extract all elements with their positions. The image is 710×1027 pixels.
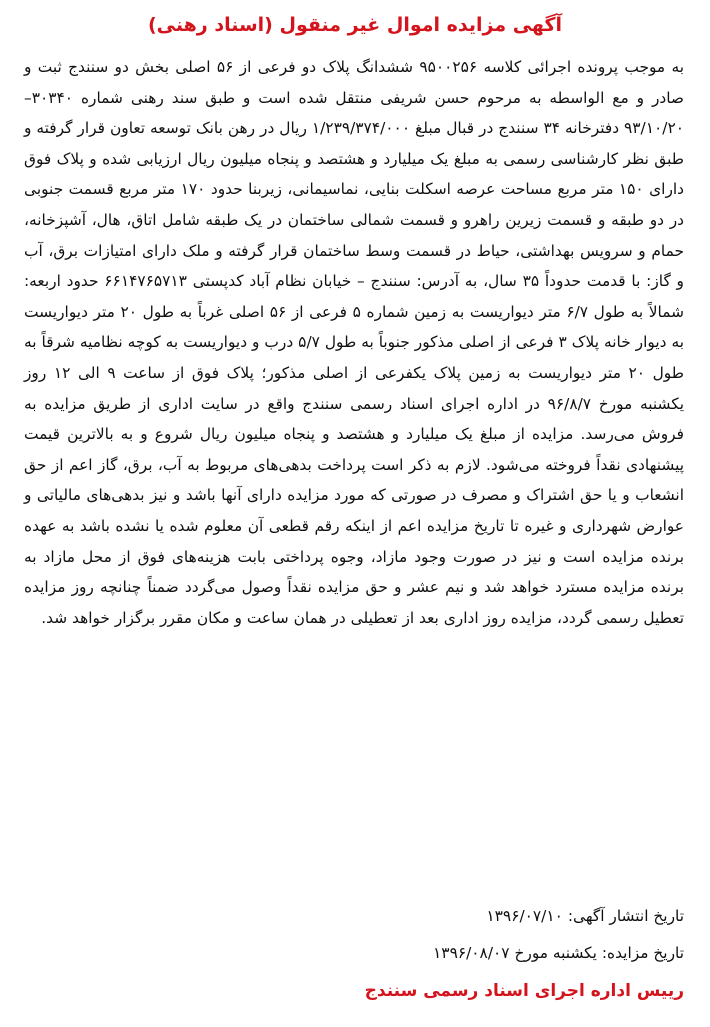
publish-date-label: تاریخ انتشار آگهی:: [567, 907, 684, 925]
notice-body: [24, 52, 684, 633]
notice-body-text: به موجب پرونده اجرائی کلاسه ۹۵۰۰۲۵۶ ششدانگ پلاک دو فرعی از ۵۶ اصلی بخش دو سنندج ثبت و صادر و مع الواسطه به مرحوم حسن شریفی منتقل شده است و طبق سند رهنی شماره ۳۰۳۴۰–۹۳/۱۰/۲۰ دفترخانه ۳۴ سنندج در قبال مبلغ ۱/۲۳۹/۳۷۴/۰۰۰ ریال در رهن بانک توسعه تعاون قرار گرفته و طبق نظر کارشناسی رسمی به مبلغ یک میلیارد و هشتصد و پنجاه میلیون ریال ارزیابی شده و پلاک فوق دارای ۱۵۰ متر مربع مساحت عرصه اسکلت بنایی، نماسیمانی، زیربنا حدود ۱۷۰ متر مربع قسمت جنوبی در دو طبقه و قسمت زیرین راهرو و قسمت شمالی ساختمان در یک طبقه شامل اتاق، هال، آشپزخانه، حمام و سرویس بهداشتی، حیاط در قسمت وسط ساختمان قرار گرفته و ملک دارای امتیازات برق، آب و گاز: با قدمت حدوداً ۳۵ سال، به آدرس: سنندج – خیابان نظام آباد کدپستی ۶۶۱۴۷۶۵۷۱۳ حدود اربعه: شمالاً به طول ۶/۷ متر دیواریست به زمین شماره ۵ فرعی از ۵۶ اصلی غرباً به طول ۲۰ متر دیواریست به دیوار خانه پلاک ۳ فرعی از اصلی مذکور جنوباً به طول ۵/۷ درب و دیواریست به کوچه نظامیه شرقاً به طول ۲۰ متر دیواریست به زمین پلاک یکفرعی از اصلی مذکور؛ پلاک فوق از ساعت ۹ الی ۱۲ روز یکشنبه مورخ ۹۶/۸/۷ در اداره اجرای اسناد رسمی سنندج واقع در سایت اداری از طریق مزایده به فروش می‌رسد. مزایده از مبلغ یک میلیارد و هشتصد و پنجاه میلیون ریال شروع و به بالاترین قیمت پیشنهادی نقداً فروخته می‌شود. لازم به ذکر است پرداخت بدهی‌های مربوط به آب، برق، گاز اعم از حق انشعاب و یا حق اشتراک و مصرف در صورتی که مورد مزایده دارای آنها باشد و نیز بدهی‌های مالیاتی و عوارض شهرداری و غیره تا تاریخ مزایده اعم از اینکه رقم قطعی آن معلوم شده یا نشده باشد به عهده برنده مزایده است و نیز در صورت وجود مازاد، وجوه پرداختی بابت هزینه‌های فوق از محل مازاد به برنده مزایده مسترد خواهد شد و نیم عشر و حق مزایده نقداً وصول می‌گردد ضمناً چنانچه روز مزایده تعطیل رسمی گردد، مزایده روز اداری بعد از تعطیلی در همان ساعت و مکان مقرر برگزار خواهد شد.: [24, 58, 685, 627]
notice-title: آگهی مزایده اموال غیر منقول (اسناد رهنی): [147, 14, 563, 36]
publish-date-value: ۱۳۹۶/۰۷/۱۰: [486, 907, 563, 925]
auction-date-line: [433, 940, 684, 966]
signature: رییس اداره اجرای اسناد رسمی سنندج: [364, 981, 684, 1001]
auction-date-label: تاریخ مزایده: یکشنبه مورخ: [514, 944, 684, 962]
auction-date-value: ۱۳۹۶/۰۸/۰۷: [433, 944, 510, 962]
publish-date-line: [486, 903, 684, 929]
